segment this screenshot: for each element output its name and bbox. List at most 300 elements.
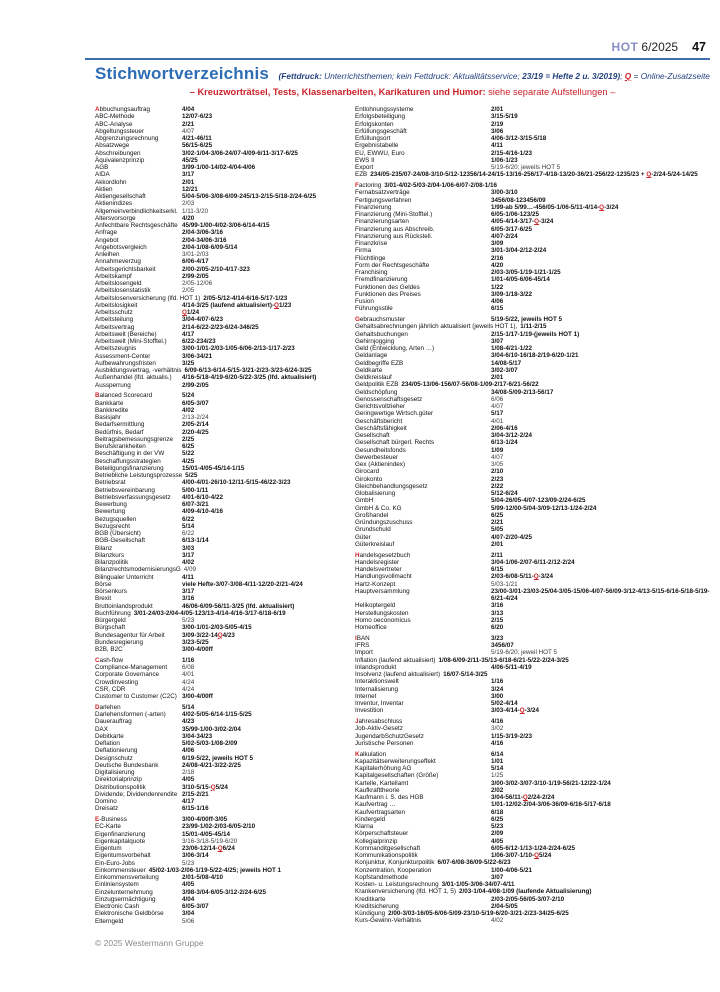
- index-row: [95, 805, 355, 812]
- index-row: [95, 559, 355, 566]
- index-row: [355, 780, 712, 787]
- index-term: Customer to Customer (C2C): [95, 693, 177, 700]
- index-refs: 4/07: [491, 403, 504, 410]
- index-row: [355, 534, 712, 541]
- index-refs: 5/23: [491, 823, 504, 830]
- index-term: IBAN: [355, 634, 370, 642]
- index-refs: 6/07-3/21: [182, 501, 209, 508]
- index-refs: Q1/24: [182, 309, 200, 316]
- group-lead-letter: A: [95, 106, 100, 113]
- index-refs: 4/02: [182, 559, 195, 566]
- index-term: Domino: [95, 798, 117, 805]
- index-term: Deflationierung: [95, 747, 138, 755]
- index-term: Dividende; Dividendenrendite: [95, 790, 178, 798]
- index-refs: 3/04-34/23: [182, 732, 213, 740]
- index-refs: 3/00: [491, 692, 504, 700]
- index-refs: 1/06-1/23: [491, 156, 518, 164]
- index-row: [355, 838, 712, 845]
- index-term: Factoring: [355, 182, 382, 189]
- index-refs: 46/06-6/09-56/11-3/25 (lfd. aktualisiert): [182, 602, 295, 610]
- index-term: Deflation: [95, 740, 120, 747]
- index-refs: 4/24: [182, 678, 195, 686]
- index-term: Gesellschaft: [355, 432, 390, 439]
- title-legend: [279, 71, 710, 81]
- index-row: [355, 345, 712, 352]
- index-refs: 6/15-1/16: [182, 805, 209, 813]
- index-refs: 2/22: [491, 482, 504, 490]
- index-row: [355, 113, 712, 120]
- index-term: Arbeitslosenversicherung (lfd. HOT 1): [95, 294, 201, 302]
- index-row: [355, 903, 712, 910]
- index-refs: 3/00-1/01-2/03-5/05-4/15: [182, 624, 252, 632]
- index-refs: 15/01-4/05-45/14: [182, 830, 230, 838]
- index-row: [95, 374, 355, 381]
- index-row: [355, 182, 712, 189]
- index-row: [95, 711, 355, 718]
- index-row: [355, 700, 712, 707]
- index-refs: 2/99-2/05: [182, 381, 209, 389]
- index-refs: 4/06-3/12-3/15-5/18: [491, 135, 547, 142]
- index-refs: 3/09-1/18-3/22: [491, 290, 532, 298]
- index-term: Interaktionswelt: [355, 678, 399, 686]
- index-refs: 4/06: [182, 747, 195, 755]
- index-term: Insolvenz (laufend aktualisiert): [355, 671, 441, 678]
- index-term: Handelsregister: [355, 558, 400, 566]
- index-term: Bankkredite: [95, 406, 129, 414]
- index-row: [95, 838, 355, 845]
- index-term: Arbeitslosenstatistik: [95, 287, 151, 295]
- index-row: [95, 353, 355, 360]
- index-term: Finanzierung (Mini-Stofftel.): [355, 211, 433, 218]
- index-refs: 4/01: [182, 671, 195, 679]
- index-term: Geldbegriffe EZB: [355, 359, 404, 367]
- index-refs: 2/01: [491, 540, 504, 548]
- index-row: [95, 237, 355, 244]
- online-marker: Q: [182, 309, 187, 316]
- index-row: [95, 740, 355, 747]
- index-row: [355, 157, 712, 164]
- index-row: [95, 852, 355, 859]
- index-term: Helikoptergeld: [355, 602, 396, 610]
- index-refs: 2/05-12/06: [182, 280, 213, 287]
- index-row: [355, 447, 712, 454]
- index-row: [355, 240, 712, 247]
- index-refs: 6/19-5/22, jeweils HOT 5: [182, 754, 254, 762]
- index-refs: 2/05: [182, 287, 195, 295]
- index-refs: 2/23: [491, 475, 504, 483]
- index-term: Flüchtlinge: [355, 254, 386, 262]
- index-term: Kreditsicherung: [355, 902, 399, 910]
- index-refs: 2/10: [491, 468, 504, 476]
- index-term: Job-Aktiv-Gesetz: [355, 725, 403, 733]
- index-refs: 2/03-6/08-5/11-Q-3/24: [491, 573, 553, 581]
- index-refs: 6/05-1/06-123/25: [491, 211, 539, 218]
- index-term: Klarna: [355, 823, 374, 830]
- index-refs: 1/16: [491, 678, 504, 686]
- index-term: Geschäftsfähigkeit: [355, 424, 407, 432]
- index-refs: 5/22: [182, 450, 195, 458]
- index-row: [95, 157, 355, 164]
- index-refs: 35/99-1/00-3/02-2/04: [182, 725, 241, 733]
- index-term: Gehirnjogging: [355, 337, 395, 345]
- index-term: Handelsvertreter: [355, 566, 402, 573]
- index-refs: 6/05-3/07: [182, 903, 209, 910]
- index-refs: 3/04-6/10-16/18-2/19-6/20-1/21: [491, 352, 579, 360]
- index-row: [95, 200, 355, 207]
- index-row: [355, 686, 712, 693]
- index-row: [95, 392, 355, 399]
- index-row: [95, 603, 355, 610]
- group-lead-letter: H: [355, 551, 360, 559]
- index-term: Arbeitslosengeld: [95, 280, 142, 287]
- index-row: [355, 664, 712, 671]
- index-row: [355, 226, 712, 233]
- index-row: [355, 338, 712, 345]
- index-row: [95, 537, 355, 544]
- index-row: [95, 910, 355, 917]
- index-refs: 4/21-46/11: [182, 135, 212, 142]
- index-row: [95, 171, 355, 178]
- index-refs: 1/25: [491, 772, 504, 780]
- index-term: Betriebsvereinbarung: [95, 486, 155, 494]
- index-row: [95, 574, 355, 581]
- index-refs: 3/04-4/07-6/23: [182, 316, 223, 324]
- index-term: Basisjahr: [95, 414, 121, 421]
- index-refs: 2/03: [182, 200, 195, 208]
- index-refs: viele Hefte-3/07-3/08-4/11-12/20-2/21-4/24: [182, 580, 303, 588]
- index-row: [95, 646, 355, 653]
- index-row: [355, 128, 712, 135]
- index-row: [355, 374, 712, 381]
- index-refs: 4/11: [182, 573, 194, 581]
- index-refs: 1/08-4/21-1/22: [491, 345, 532, 352]
- index-refs: 6/05-3/07: [182, 399, 209, 407]
- index-row: [355, 171, 712, 178]
- index-row: [95, 617, 355, 624]
- index-row: [95, 501, 355, 508]
- index-refs: 5/00-1/11: [182, 486, 209, 494]
- index-row: [95, 193, 355, 200]
- index-row: [355, 707, 712, 714]
- index-refs: 4/11: [491, 142, 503, 150]
- index-refs: 4/04: [182, 895, 195, 903]
- brand-logo: HOT: [611, 40, 639, 54]
- index-row: [355, 910, 712, 917]
- index-refs: 2/04-1/08-6/09-5/14: [182, 243, 238, 251]
- index-term: Corporate Governance: [95, 671, 160, 679]
- index-row: [95, 769, 355, 776]
- index-row: [355, 352, 712, 359]
- index-row: [355, 733, 712, 740]
- index-term: Absatzwege: [95, 142, 130, 150]
- index-refs: 6/25: [491, 511, 504, 519]
- index-term: Kapitalgesellschaften (Größe): [355, 772, 439, 780]
- index-refs: 45/99-1/00-4/02-3/06-6/14-4/15: [182, 222, 270, 229]
- index-refs: 2/00-2/05-2/10-4/17-323: [182, 265, 250, 273]
- group-lead-letter: F: [355, 182, 359, 189]
- group-lead-letter: I: [355, 634, 357, 642]
- index-term: Herstellungskosten: [355, 609, 409, 617]
- index-row: [95, 784, 355, 791]
- index-term: Geld (Entwicklung, Arten …): [355, 345, 435, 352]
- index-refs: 3/13: [491, 609, 504, 617]
- index-row: [355, 896, 712, 903]
- index-term: Bezugsrecht: [95, 522, 131, 530]
- index-row: [355, 859, 712, 866]
- index-refs: 3/09: [491, 240, 504, 247]
- index-term: Geldschöpfung: [355, 388, 398, 396]
- index-refs: 4/24: [182, 685, 195, 693]
- index-term: Kapitalerhöhung AG: [355, 765, 412, 772]
- index-row: [355, 830, 712, 837]
- index-row: [355, 284, 712, 291]
- index-term: Arbeitsschutz: [95, 309, 133, 316]
- index-term: Außenhandel (lfd. aktualis.): [95, 374, 172, 382]
- index-term: Börsenkurs: [95, 588, 127, 595]
- index-term: BilanzrechtsmodernisierungsG: [95, 566, 181, 574]
- index-row: [95, 494, 355, 501]
- index-refs: 2/02: [491, 786, 504, 794]
- index-row: [95, 436, 355, 443]
- index-row: [355, 552, 712, 559]
- index-term: Firma: [355, 247, 372, 255]
- index-row: [355, 867, 712, 874]
- index-row: [355, 439, 712, 446]
- index-term: Internet: [355, 692, 377, 700]
- online-marker: Q: [274, 301, 279, 309]
- index-refs: 3/09-3/22-14Q4/23: [182, 631, 235, 639]
- index-row: [355, 617, 712, 624]
- index-refs: 6/05-6/12-1/13-1/24-2/24-6/25: [491, 844, 576, 852]
- index-term: Crowdinvesting: [95, 678, 139, 686]
- index-term: Einkommensverteilung: [95, 874, 159, 881]
- index-row: [95, 458, 355, 465]
- index-term: Betriebsrat: [95, 479, 126, 487]
- index-refs: 4/07: [182, 127, 195, 135]
- index-refs: 4/02-5/05-6/14-1/15-5/25: [182, 711, 252, 718]
- index-refs: 15/01-4/05-45/14-1/15: [182, 464, 245, 472]
- index-row: [95, 360, 355, 367]
- index-refs: 2/01-5/08-4/10: [182, 874, 223, 881]
- index-term: Franchising: [355, 269, 388, 276]
- index-row: [95, 400, 355, 407]
- index-refs: 4/14-3/25 (laufend aktualisiert)-Q1/23: [182, 301, 292, 309]
- index-term: Eigenkapitalquote: [95, 837, 146, 845]
- index-row: [95, 632, 355, 639]
- index-term: Ergebnistabelle: [355, 142, 399, 150]
- index-refs: 6/15: [491, 566, 504, 573]
- index-row: [95, 516, 355, 523]
- index-refs: 4/17: [182, 798, 195, 805]
- index-row: [95, 128, 355, 135]
- index-refs: 4/02: [182, 406, 195, 414]
- index-row: [95, 581, 355, 588]
- index-refs: 3/24: [491, 685, 504, 693]
- index-term: Erfolgsbeteiligung: [355, 113, 406, 121]
- index-term: Fremdfinanzierung: [355, 276, 408, 284]
- index-refs: 2/21: [182, 120, 195, 128]
- index-refs: 2/09: [491, 830, 504, 838]
- index-row: [355, 602, 712, 609]
- index-term: Angebotsvergleich: [95, 243, 147, 251]
- index-refs: 3/00-1/01-2/03-1/05-6/06-2/13-1/17-2/23: [182, 345, 295, 353]
- index-term: Homo oeconomicus: [355, 616, 411, 624]
- index-refs: 3/23-5/25: [182, 638, 209, 646]
- index-refs: 5/24: [182, 392, 195, 400]
- index-row: [355, 512, 712, 519]
- index-row: [95, 150, 355, 157]
- index-term: Aufbewahrungsfristen: [95, 359, 156, 367]
- index-term: ABC-Methode: [95, 113, 135, 121]
- index-row: [355, 772, 712, 779]
- index-term: Gebrauchsmuster: [355, 316, 406, 323]
- index-refs: 4/20: [182, 214, 195, 222]
- index-row: [355, 740, 712, 747]
- index-refs: 6/25: [491, 815, 504, 823]
- index-row: [355, 852, 712, 859]
- index-term: Güter: [355, 533, 371, 541]
- index-refs: 3/04-1/06-2/07-6/11-2/12-2/24: [491, 558, 575, 566]
- index-row: [95, 624, 355, 631]
- index-term: Bilingualer Unterricht: [95, 573, 154, 581]
- index-term: Güterkreislauf: [355, 540, 395, 548]
- legend-segment: ;: [620, 71, 625, 81]
- index-refs: 6/22: [182, 515, 195, 523]
- index-row: [355, 649, 712, 656]
- copyright-notice: © 2025 Westermann Gruppe: [95, 938, 204, 948]
- index-term: Abschreibungen: [95, 149, 141, 157]
- index-term: Gewerbesteuer: [355, 453, 399, 461]
- index-term: Gesundheitsfonds: [355, 446, 406, 454]
- index-term: Bedürfnis, Bedarf: [95, 428, 144, 436]
- index-refs: 3/99-1/00-14/02-4/04-4/06: [182, 164, 256, 171]
- index-refs: 2/15-2/21: [182, 790, 209, 798]
- index-refs: 1/01-4/05-6/06-45/14: [491, 276, 550, 284]
- index-term: Jahresabschluss: [355, 718, 403, 725]
- index-row: [95, 244, 355, 251]
- index-term: Geringwertige Wirtsch.güter: [355, 410, 434, 418]
- index-refs: 5/25: [185, 472, 198, 479]
- index-term: Kaufkrafttheorie: [355, 786, 400, 794]
- index-refs: 6/07-6/08-36/09-5/22-6/23: [437, 859, 511, 867]
- index-refs: 5/04-26/05-4/07-123/09-2/24-6/25: [491, 497, 586, 505]
- index-term: Fertigungsverfahren: [355, 196, 412, 204]
- index-term: IFRS: [355, 642, 370, 649]
- index-term: Arbeitskampf: [95, 272, 132, 280]
- red-note-rest: siehe separate Aufstellungen –: [485, 87, 616, 97]
- index-row: [355, 581, 712, 588]
- index-row: [355, 801, 712, 808]
- index-row: [95, 367, 355, 374]
- index-refs: 6/18: [491, 808, 504, 816]
- index-refs: 6/20: [491, 624, 504, 631]
- index-row: [355, 164, 712, 171]
- index-row: [95, 251, 355, 258]
- index-term: Gehaltsabrechnungen jährlich aktualisiert (jeweils HOT 1),: [355, 323, 518, 331]
- index-row: [95, 287, 355, 294]
- index-row: [95, 566, 355, 573]
- index-refs: 5/19-6/20; jeweil HOT 5: [491, 649, 558, 657]
- index-term: Bilanz: [95, 544, 113, 552]
- index-row: [95, 229, 355, 236]
- index-refs: 14/08-5/17: [491, 359, 522, 367]
- index-refs: 5/03-1/21: [491, 580, 518, 588]
- index-row: [95, 472, 355, 479]
- group-lead-letter: J: [355, 718, 359, 725]
- index-term: Finanzierung aus Rückstell.: [355, 232, 433, 240]
- index-term: Inflation (laufend aktualisiert): [355, 656, 436, 664]
- index-row: [355, 396, 712, 403]
- index-term: Geldkreislauf: [355, 374, 392, 381]
- index-row: [355, 461, 712, 468]
- red-note-bold: – Kreuzworträtsel, Tests, Klassenarbeiten, Karikaturen und Humor:: [189, 87, 486, 97]
- index-term: Handlungsvollmacht: [355, 573, 412, 581]
- index-term: Kreditkarte: [355, 895, 386, 903]
- index-term: Electronic Cash: [95, 903, 140, 910]
- index-refs: 2/06-4/16: [491, 424, 518, 432]
- index-row: [95, 429, 355, 436]
- index-term: Gesellschaft bürgerl. Rechts: [355, 439, 435, 447]
- index-term: Compliance-Management: [95, 664, 168, 671]
- index-row: [95, 733, 355, 740]
- index-row: [95, 142, 355, 149]
- index-row: [95, 295, 355, 302]
- index-term: Inlandsprodukt: [355, 663, 397, 671]
- index-term: Anfrage: [95, 229, 118, 237]
- index-refs: 4/09: [183, 566, 197, 574]
- index-term: Bruttoinlandsprodukt: [95, 602, 153, 610]
- index-term: Kartelle, Kartellamt: [355, 779, 409, 787]
- index-row: [355, 233, 712, 240]
- index-refs: 4/06: [491, 298, 504, 305]
- index-term: Akkordlohn: [95, 178, 127, 186]
- index-refs: 4/16: [491, 718, 504, 725]
- index-refs: 3/06-34/21: [182, 352, 213, 360]
- index-row: [95, 816, 355, 823]
- index-term: Gründungszuschuss: [355, 519, 413, 526]
- index-refs: 4/16: [491, 739, 504, 747]
- index-term: Beteiligungsfinanzierung: [95, 464, 164, 472]
- index-row: [355, 418, 712, 425]
- index-row: [95, 639, 355, 646]
- online-marker: Q: [519, 707, 525, 715]
- online-marker: Q: [599, 203, 605, 211]
- index-row: [95, 280, 355, 287]
- index-term: Distributionspolitik: [95, 783, 146, 791]
- index-term: Entlohnungssysteme: [355, 106, 414, 113]
- index-row: [355, 189, 712, 196]
- index-row: [95, 121, 355, 128]
- index-refs: 2/01: [491, 106, 504, 113]
- index-term: Arbeitsteilung: [95, 316, 134, 324]
- index-row: [355, 635, 712, 642]
- index-term: Angebot: [95, 236, 119, 244]
- index-term: Ausbildungsvertrag, -verhältnis: [95, 367, 182, 374]
- index-refs: 16/07-5/14-3/25: [443, 671, 488, 678]
- index-row: [95, 266, 355, 273]
- group-lead-letter: B: [95, 392, 100, 400]
- index-term: Einkommensteuer: [95, 866, 146, 874]
- index-refs: 3/16: [491, 602, 504, 610]
- index-row: [95, 135, 355, 142]
- index-refs: 1/08-6/09-2/11-35/13-6/18-6/21-5/22-2/24-3/25: [438, 656, 569, 664]
- index-row: [95, 407, 355, 414]
- index-term: Funktionen des Preises: [355, 290, 421, 298]
- index-row: [355, 610, 712, 617]
- index-term: Globalisierung: [355, 490, 396, 497]
- index-refs: 4/04: [182, 106, 195, 113]
- index-term: Form der Rechtsgeschäfte: [355, 261, 430, 269]
